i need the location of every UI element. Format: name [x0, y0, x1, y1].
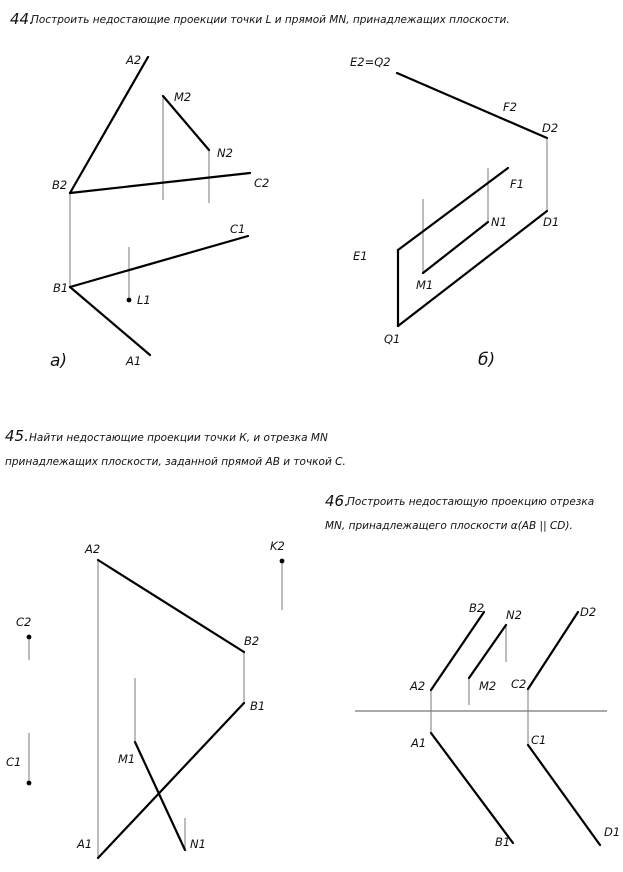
- task-44-number: 44.: [10, 10, 34, 28]
- label-c2: C2: [16, 615, 32, 629]
- label-n2: N2: [217, 146, 233, 160]
- label-n1: N1: [190, 837, 206, 851]
- point-c1: [27, 781, 32, 786]
- segment-a1-b1: [98, 703, 244, 858]
- point-l1: [127, 298, 132, 303]
- label-c1: C1: [6, 755, 22, 769]
- task-46-line1: Построить недостающую проекцию отрезка: [347, 496, 595, 508]
- segment-m2-n2: [469, 625, 506, 678]
- label-m2: M2: [174, 90, 192, 104]
- label-b1: B1: [53, 281, 69, 295]
- label-a1: A1: [77, 837, 93, 851]
- label-b1: B1: [495, 835, 511, 849]
- label-m1: M1: [118, 752, 136, 766]
- segment-c2-d2: [528, 612, 578, 689]
- part-a-label: а): [50, 351, 68, 371]
- label-m1: M1: [416, 278, 434, 292]
- label-b2: B2: [244, 634, 260, 648]
- label-e1: E1: [353, 249, 368, 263]
- segment-a1-b1: [431, 733, 513, 843]
- task-46-drawing: [355, 601, 620, 849]
- segment-c1-d1: [528, 745, 600, 845]
- segment-m2-n2: [163, 96, 209, 150]
- label-b2: B2: [469, 601, 485, 615]
- segment-m1-n1: [135, 742, 185, 850]
- label-d2: D2: [542, 121, 559, 135]
- task-46-header: [325, 492, 594, 532]
- label-d1: D1: [543, 215, 560, 229]
- label-e2-q2: E2=Q2: [350, 55, 391, 69]
- label-c1: C1: [230, 222, 246, 236]
- label-q1: Q1: [384, 332, 401, 346]
- label-a2: A2: [126, 53, 142, 67]
- segment-a2-b2: [431, 612, 484, 690]
- label-b2: B2: [52, 178, 68, 192]
- task-44-part-b: [350, 55, 559, 370]
- task-46-line2: MN, принадлежащего плоскости α(AB || CD).: [325, 520, 573, 532]
- task-45-header: [5, 427, 346, 468]
- task-44-part-a: [50, 53, 269, 371]
- label-c2: C2: [511, 677, 527, 691]
- segment-e1-f1: [398, 168, 508, 250]
- segment-b1-c1: [70, 236, 248, 287]
- label-n1: N1: [491, 215, 507, 229]
- label-c2: C2: [254, 176, 270, 190]
- label-a2: A2: [410, 679, 426, 693]
- label-b1: B1: [250, 699, 266, 713]
- segment-b2-c2: [70, 173, 250, 193]
- label-l1: L1: [137, 293, 151, 307]
- task-44-header: [10, 10, 510, 28]
- label-a2: A2: [85, 542, 101, 556]
- label-d1: D1: [604, 825, 621, 839]
- label-m2: M2: [479, 679, 497, 693]
- label-k2: K2: [270, 539, 285, 553]
- segment-a2-b2: [98, 560, 244, 652]
- label-f1: F1: [510, 177, 524, 191]
- label-n2: N2: [506, 608, 522, 622]
- point-c2: [27, 635, 32, 640]
- task-45-line1: Найти недостающие проекции точки К, и отрезка MN: [29, 432, 328, 444]
- task-45-line2: принадлежащих плоскости, заданной прямой АВ и точкой С.: [5, 456, 346, 468]
- segment-q1-d1: [398, 211, 547, 326]
- label-f2: F2: [503, 100, 517, 114]
- label-a1: A1: [126, 354, 142, 368]
- task-45-drawing: [6, 539, 285, 858]
- part-b-label: б): [478, 350, 496, 370]
- point-k2: [280, 559, 285, 564]
- task-44-text: Построить недостающие проекции точки L и прямой MN, принадлежащих плоскости.: [31, 14, 510, 26]
- segment-a2-b2: [70, 57, 148, 193]
- task-46-number: 46.: [325, 492, 349, 510]
- task-45-number: 45.: [5, 427, 29, 445]
- label-d2: D2: [580, 605, 597, 619]
- label-a1: A1: [411, 736, 427, 750]
- segment-e2-d2: [397, 73, 547, 138]
- label-c1: C1: [531, 733, 547, 747]
